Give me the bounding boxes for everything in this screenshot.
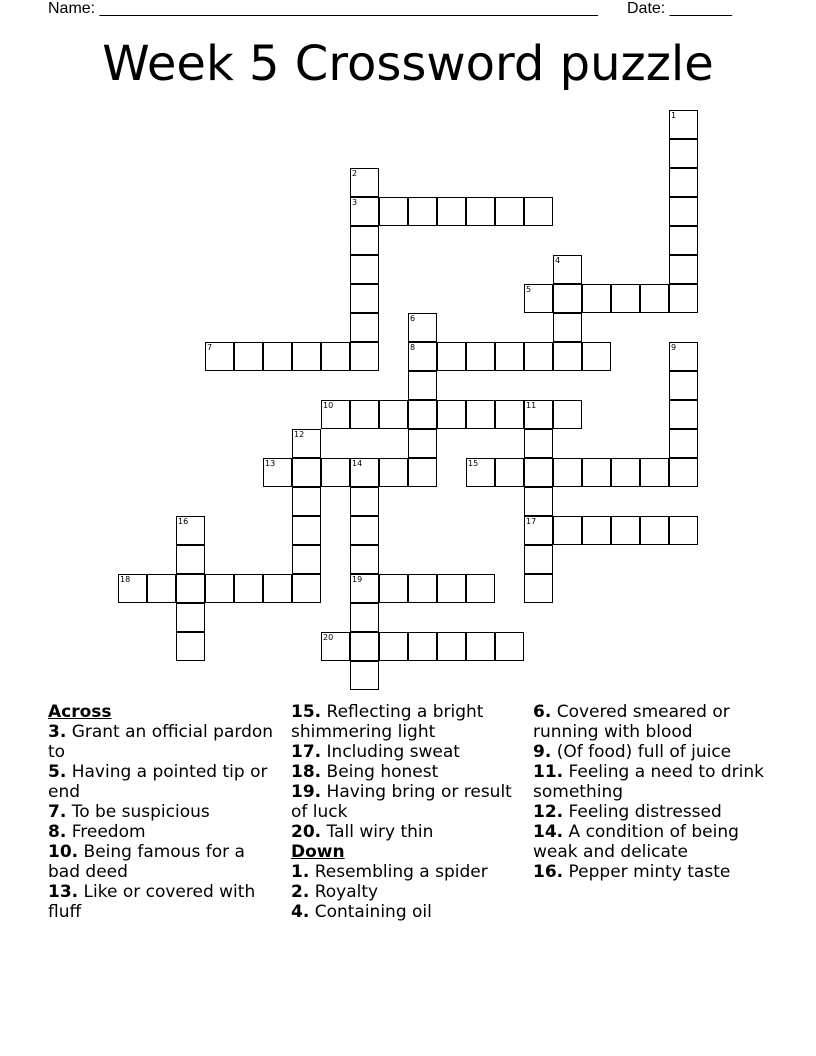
clue-across-3: 3. Grant an official pardon to <box>48 722 274 762</box>
grid-cell[interactable] <box>553 284 582 313</box>
grid-cell[interactable] <box>437 574 466 603</box>
grid-cell[interactable] <box>669 342 698 371</box>
grid-cell[interactable] <box>524 516 553 545</box>
clue-number-label: 17 <box>526 517 537 526</box>
grid-cell[interactable] <box>466 458 495 487</box>
grid-cell[interactable] <box>495 400 524 429</box>
grid-cell[interactable] <box>582 458 611 487</box>
grid-cell[interactable] <box>263 574 292 603</box>
grid-cell[interactable] <box>466 197 495 226</box>
clue-across-5: 5. Having a pointed tip or end <box>48 762 268 802</box>
grid-cell[interactable] <box>234 342 263 371</box>
grid-cell[interactable] <box>408 400 437 429</box>
grid-cell[interactable] <box>321 400 350 429</box>
grid-cell[interactable] <box>669 197 698 226</box>
clue-number-label: 10 <box>323 401 334 410</box>
across-heading: Across <box>48 702 112 722</box>
clue-across-15: 15. Reflecting a bright shimmering light <box>291 702 484 742</box>
grid-cell[interactable] <box>176 574 205 603</box>
clue-across-13: 13. Like or covered with fluff <box>48 882 256 922</box>
grid-cell[interactable] <box>669 226 698 255</box>
clue-number-label: 20 <box>323 633 334 642</box>
grid-cell[interactable] <box>553 313 582 342</box>
grid-cell[interactable] <box>408 574 437 603</box>
grid-cell[interactable] <box>524 342 553 371</box>
clue-down-12: 12. Feeling distressed <box>533 802 722 822</box>
clue-number-label: 11 <box>526 401 537 410</box>
clue-number-label: 8 <box>410 343 416 352</box>
grid-cell[interactable] <box>582 342 611 371</box>
grid-cell[interactable] <box>408 197 437 226</box>
clue-down-1: 1. Resembling a spider <box>291 862 488 882</box>
clue-column-3 <box>533 702 765 882</box>
clue-number-label: 4 <box>555 256 561 265</box>
clue-across-20: 20. Tall wiry thin <box>291 822 434 842</box>
grid-cell[interactable] <box>495 342 524 371</box>
grid-cell[interactable] <box>321 458 350 487</box>
grid-cell[interactable] <box>524 458 553 487</box>
grid-cell[interactable] <box>437 400 466 429</box>
grid-cell[interactable] <box>582 284 611 313</box>
grid-cell[interactable] <box>524 574 553 603</box>
grid-cell[interactable] <box>466 400 495 429</box>
grid-cell[interactable] <box>350 255 379 284</box>
grid-cell[interactable] <box>350 603 379 632</box>
grid-cell[interactable] <box>611 516 640 545</box>
clue-number-label: 7 <box>207 343 213 352</box>
clue-down-16: 16. Pepper minty taste <box>533 862 731 882</box>
grid-cell[interactable] <box>669 429 698 458</box>
grid-cell[interactable] <box>553 342 582 371</box>
clue-down-14: 14. A condition of being weak and delicate <box>533 822 739 862</box>
grid-cell[interactable] <box>640 516 669 545</box>
grid-cell[interactable] <box>205 574 234 603</box>
grid-cell[interactable] <box>611 458 640 487</box>
grid-cell[interactable] <box>350 313 379 342</box>
grid-cell[interactable] <box>553 458 582 487</box>
grid-cell[interactable] <box>350 226 379 255</box>
grid-cell[interactable] <box>408 371 437 400</box>
grid-cell[interactable] <box>408 458 437 487</box>
grid-cell[interactable] <box>466 574 495 603</box>
clue-number-label: 12 <box>294 430 305 439</box>
grid-cell[interactable] <box>669 110 698 139</box>
clue-number-label: 6 <box>410 314 416 323</box>
clue-across-18: 18. Being honest <box>291 762 439 782</box>
clue-number-label: 9 <box>671 343 677 352</box>
clue-down-4: 4. Containing oil <box>291 902 432 922</box>
clue-down-6: 6. Covered smeared or running with blood <box>533 702 730 742</box>
grid-cell[interactable] <box>234 574 263 603</box>
grid-cell[interactable] <box>524 487 553 516</box>
clue-number-label: 18 <box>120 575 131 584</box>
grid-cell[interactable] <box>350 400 379 429</box>
grid-cell[interactable] <box>553 516 582 545</box>
grid-cell[interactable] <box>379 400 408 429</box>
grid-cell[interactable] <box>669 400 698 429</box>
grid-cell[interactable] <box>292 487 321 516</box>
grid-cell[interactable] <box>350 632 379 661</box>
grid-cell[interactable] <box>176 545 205 574</box>
clue-number-label: 16 <box>178 517 189 526</box>
grid-cell[interactable] <box>669 139 698 168</box>
grid-cell[interactable] <box>553 400 582 429</box>
grid-cell[interactable] <box>292 574 321 603</box>
clue-across-10: 10. Being famous for a bad deed <box>48 842 245 882</box>
clue-number-label: 19 <box>352 575 363 584</box>
clue-number-label: 1 <box>671 111 677 120</box>
grid-cell[interactable] <box>379 458 408 487</box>
grid-cell[interactable] <box>408 632 437 661</box>
grid-cell[interactable] <box>437 632 466 661</box>
grid-cell[interactable] <box>640 284 669 313</box>
grid-cell[interactable] <box>408 342 437 371</box>
grid-cell[interactable] <box>350 458 379 487</box>
grid-cell[interactable] <box>292 342 321 371</box>
grid-cell[interactable] <box>292 429 321 458</box>
grid-cell[interactable] <box>408 313 437 342</box>
grid-cell[interactable] <box>495 632 524 661</box>
grid-cell[interactable] <box>350 574 379 603</box>
down-heading: Down <box>291 842 345 862</box>
grid-cell[interactable] <box>466 632 495 661</box>
grid-cell[interactable] <box>292 516 321 545</box>
grid-cell[interactable] <box>263 342 292 371</box>
grid-cell[interactable] <box>263 458 292 487</box>
page-title: Week 5 Crossword puzzle <box>102 36 714 92</box>
grid-cell[interactable] <box>321 342 350 371</box>
grid-cell[interactable] <box>176 632 205 661</box>
grid-cell[interactable] <box>495 458 524 487</box>
clue-number-label: 3 <box>352 198 358 207</box>
grid-cell[interactable] <box>611 284 640 313</box>
clue-down-9: 9. (Of food) full of juice <box>533 742 732 762</box>
grid-cell[interactable] <box>524 545 553 574</box>
grid-cell[interactable] <box>118 574 147 603</box>
grid-cell[interactable] <box>466 342 495 371</box>
grid-cell[interactable] <box>669 371 698 400</box>
grid-cell[interactable] <box>437 342 466 371</box>
clue-across-8: 8. Freedom <box>48 822 146 842</box>
grid-cell[interactable] <box>350 661 379 690</box>
grid-cell[interactable] <box>176 603 205 632</box>
clue-column-1 <box>48 702 280 922</box>
grid-cell[interactable] <box>292 545 321 574</box>
grid-cell[interactable] <box>350 516 379 545</box>
grid-cell[interactable] <box>350 284 379 313</box>
grid-cell[interactable] <box>408 429 437 458</box>
grid-cell[interactable] <box>524 197 553 226</box>
date-field-label: Date: _______ <box>627 0 732 17</box>
name-field-label: Name: ________________________________________________________ <box>48 0 598 17</box>
clue-across-19: 19. Having bring or result of luck <box>291 782 512 822</box>
grid-cell[interactable] <box>350 487 379 516</box>
grid-cell[interactable] <box>582 516 611 545</box>
grid-cell[interactable] <box>437 197 466 226</box>
grid-cell[interactable] <box>350 342 379 371</box>
grid-cell[interactable] <box>205 342 234 371</box>
grid-cell[interactable] <box>640 458 669 487</box>
grid-cell[interactable] <box>524 429 553 458</box>
clue-across-17: 17. Including sweat <box>291 742 460 762</box>
clue-across-7: 7. To be suspicious <box>48 802 210 822</box>
grid-cell[interactable] <box>553 255 582 284</box>
clue-number-label: 2 <box>352 169 358 178</box>
grid-cell[interactable] <box>379 632 408 661</box>
grid-cell[interactable] <box>176 516 205 545</box>
clue-number-label: 5 <box>526 285 532 294</box>
grid-cell[interactable] <box>669 168 698 197</box>
grid-cell[interactable] <box>350 197 379 226</box>
clue-number-label: 13 <box>265 459 276 468</box>
grid-cell[interactable] <box>350 545 379 574</box>
grid-cell[interactable] <box>495 197 524 226</box>
grid-cell[interactable] <box>379 574 408 603</box>
clue-down-11: 11. Feeling a need to drink something <box>533 762 765 802</box>
clue-number-label: 15 <box>468 459 479 468</box>
grid-cell[interactable] <box>669 284 698 313</box>
grid-cell[interactable] <box>292 458 321 487</box>
clue-down-2: 2. Royalty <box>291 882 379 902</box>
grid-cell[interactable] <box>669 458 698 487</box>
grid-cell[interactable] <box>379 197 408 226</box>
clue-number-label: 14 <box>352 459 363 468</box>
grid-cell[interactable] <box>321 632 350 661</box>
grid-cell[interactable] <box>147 574 176 603</box>
grid-cell[interactable] <box>669 516 698 545</box>
grid-cell[interactable] <box>524 400 553 429</box>
clue-column-2 <box>291 702 517 922</box>
grid-cell[interactable] <box>350 168 379 197</box>
grid-cell[interactable] <box>524 284 553 313</box>
grid-cell[interactable] <box>669 255 698 284</box>
